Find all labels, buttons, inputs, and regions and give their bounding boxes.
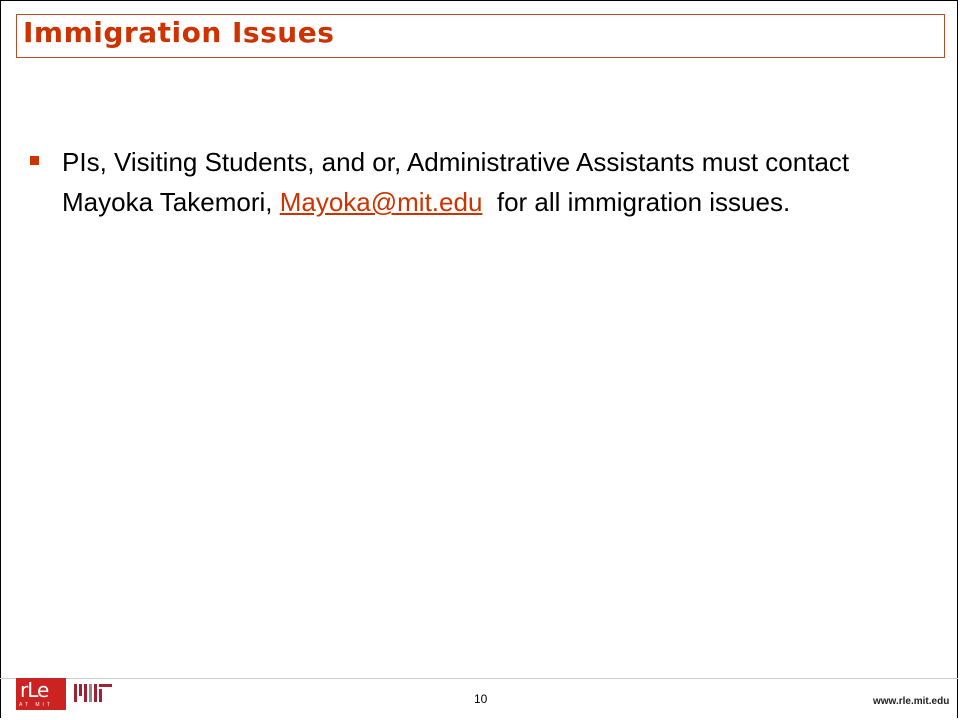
rle-logo-subtext: AT MIT bbox=[19, 702, 53, 708]
square-bullet-icon bbox=[30, 156, 39, 165]
site-url[interactable]: www.rle.mit.edu bbox=[873, 696, 950, 707]
mit-logo-icon bbox=[74, 684, 112, 702]
rle-logo-text: rLe bbox=[20, 678, 49, 702]
footer-divider bbox=[0, 678, 958, 679]
bullet-text-before: PIs, Visiting Students, and or, Administrative Assistants must contact Mayoka Takemori, bbox=[62, 147, 850, 217]
page-number: 10 bbox=[474, 692, 488, 706]
bullet-text-after: for all immigration issues. bbox=[482, 187, 791, 217]
bullet-item bbox=[30, 142, 930, 222]
bullet-list bbox=[30, 142, 930, 222]
slide-title: Immigration Issues bbox=[23, 16, 335, 49]
title-box bbox=[16, 14, 945, 58]
rle-logo bbox=[16, 678, 66, 710]
email-link[interactable]: Mayoka@mit.edu bbox=[279, 187, 483, 217]
